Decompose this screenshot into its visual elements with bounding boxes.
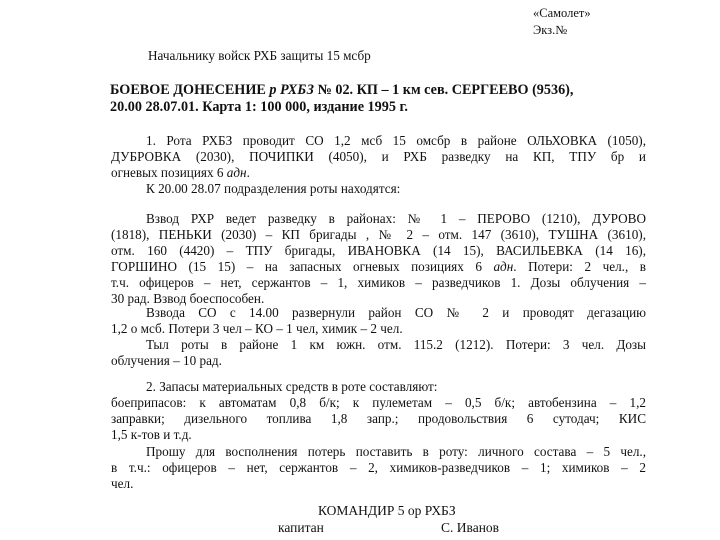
report-title-line-1: БОЕВОЕ ДОНЕСЕНИЕ р РХБЗ № 02. КП – 1 км сев. СЕРГЕЕВО (9536), <box>110 82 574 98</box>
body-line: заправки; дизельного топлива 1,8 запр.; продовольствия 6 сутодач; КИС <box>111 411 646 426</box>
body-line: облучения – 10 рад. <box>111 353 222 368</box>
body-line: (1818), ПЕНЬКИ (2030) – КП бригады , № 2 – отм. 147 (3610), ТУШНА (3610), <box>111 227 646 242</box>
body-line: Тыл роты в районе 1 км южн. отм. 115.2 (1212). Потери: 3 чел. Дозы <box>146 337 646 352</box>
body-line: отм. 160 (4420) – ТПУ бригады, ИВАНОВКА (14 15), ВАСИЛЬЕВКА (14 16), <box>111 243 646 258</box>
body-line: в т.ч.: офицеров – нет, сержантов – 2, химиков-разведчиков – 1; химиков – 2 <box>111 460 646 475</box>
body-line: 1,5 к-тов и т.д. <box>111 427 192 442</box>
body-line: боеприпасов: к автоматам 0,8 б/к; к пулеметам – 0,5 б/к; автобензина – 1,2 <box>111 395 646 410</box>
body-line: 1. Рота РХБЗ проводит СО 1,2 мсб 15 омсбр в районе ОЛЬХОВКА (1050), <box>146 133 646 148</box>
copy-number: Экз.№ <box>533 23 568 37</box>
body-line: 30 рад. Взвод боеспособен. <box>111 291 265 306</box>
addressee: Начальнику войск РХБ защиты 15 мсбр <box>148 48 371 63</box>
body-line: Прошу для восполнения потерь поставить в роту: личного состава – 5 чел., <box>146 444 646 459</box>
body-line: К 20.00 28.07 подразделения роты находятся: <box>146 181 401 196</box>
body-line: 2. Запасы материальных средств в роте составляют: <box>146 379 438 394</box>
body-line: 1,2 о мсб. Потери 3 чел – КО – 1 чел, химик – 2 чел. <box>111 321 403 336</box>
body-line: Взвод РХР ведет разведку в районах: № 1 – ПЕРОВО (1210), ДУРОВО <box>146 211 646 226</box>
body-line: чел. <box>111 476 134 491</box>
body-line: т.ч. офицеров – нет, сержантов – 1, химиков – разведчиков 1. Дозы облучения – <box>111 275 646 290</box>
body-line: Взвода СО с 14.00 развернули район СО № 2 и проводят дегазацию <box>146 305 646 320</box>
signature-position: КОМАНДИР 5 ор РХБЗ <box>318 503 456 518</box>
body-line: ГОРШИНО (15 15) – на запасных огневых позициях 6 адн. Потери: 2 чел., в <box>111 259 647 274</box>
codename-stamp: «Самолет» <box>533 6 591 20</box>
signature-rank: капитан <box>278 520 324 535</box>
report-title-line-2: 20.00 28.07.01. Карта 1: 100 000, издание 1995 г. <box>110 99 408 115</box>
body-line: огневых позициях 6 адн. <box>111 165 250 180</box>
body-line: ДУБРОВКА (2030), ПОЧИПКИ (4050), и РХБ разведку на КП, ТПУ бр и <box>111 149 646 164</box>
signature-name: С. Иванов <box>441 520 500 535</box>
